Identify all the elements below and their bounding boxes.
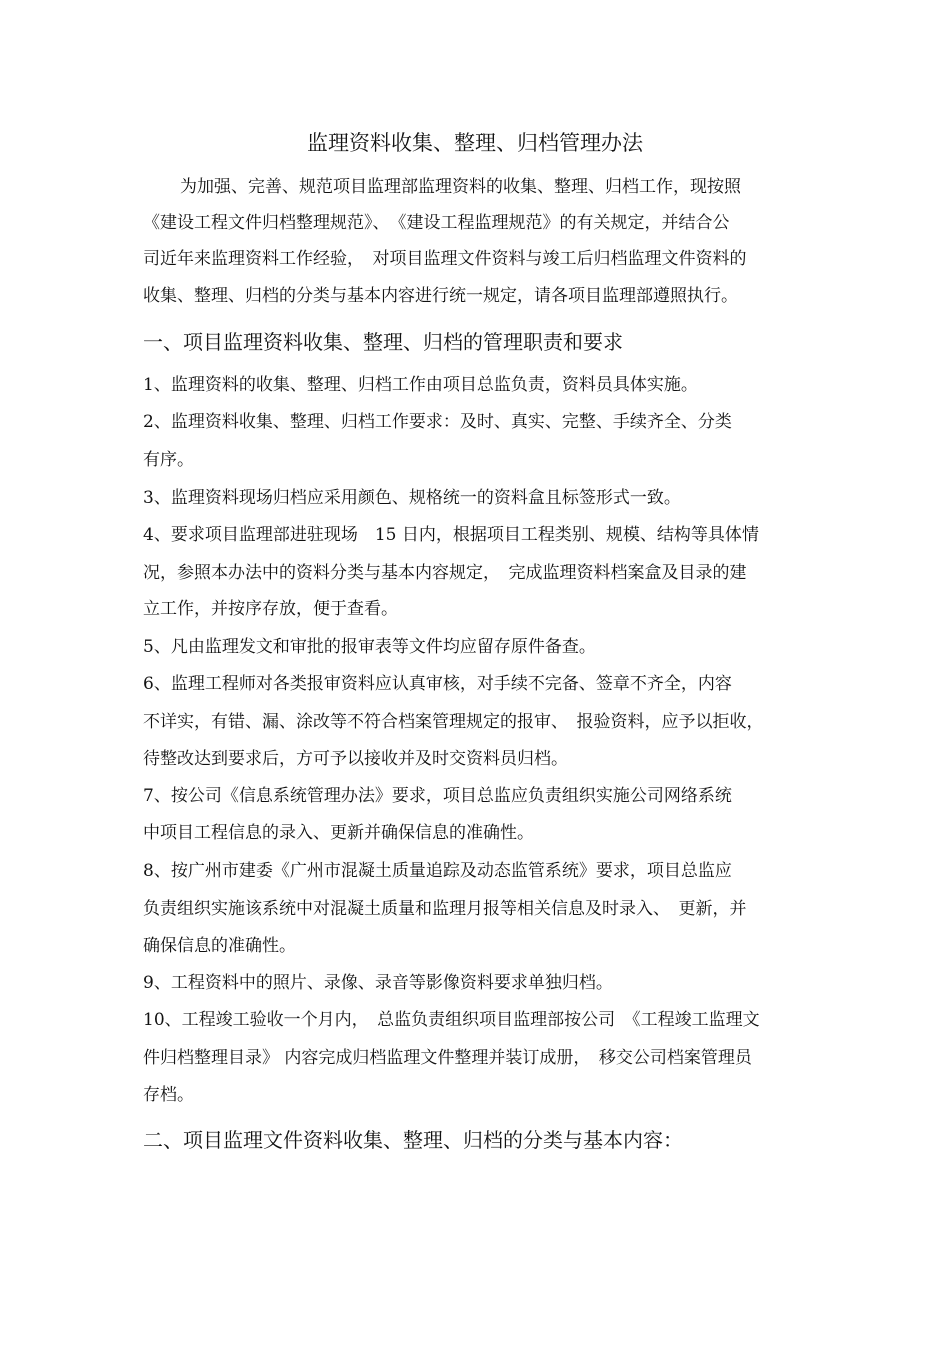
item-line: 不详实，有错、漏、涂改等不符合档案管理规定的报审、 报验资料，应予以拒收，: [143, 712, 764, 732]
item-line: 10、工程竣工验收一个月内， 总监负责组织项目监理部按公司 《工程竣工监理文: [143, 1010, 760, 1030]
section-heading-2: 二、项目监理文件资料收集、整理、归档的分类与基本内容：: [143, 1128, 683, 1152]
item-line: 7、按公司《信息系统管理办法》要求，项目总监应负责组织实施公司网络系统: [143, 786, 732, 806]
item-line: 6、监理工程师对各类报审资料应认真审核，对手续不完备、签章不齐全，内容: [143, 674, 732, 694]
intro-line-1: 为加强、完善、规范项目监理部监理资料的收集、整理、归档工作，现按照: [180, 177, 741, 197]
document-title: 监理资料收集、整理、归档管理办法: [307, 131, 643, 155]
item-line: 立工作，并按序存放，便于查看。: [143, 599, 398, 619]
item-line: 存档。: [143, 1085, 194, 1105]
section-heading-1: 一、项目监理资料收集、整理、归档的管理职责和要求: [143, 330, 623, 354]
intro-line-2: 《建设工程文件归档整理规范》、 《建设工程监理规范》的有关规定，并结合公: [143, 213, 730, 233]
item-line: 1、监理资料的收集、整理、归档工作由项目总监负责，资料员具体实施。: [143, 375, 698, 395]
item-line: 8、按广州市建委《广州市混凝土质量追踪及动态监管系统》要求，项目总监应: [143, 861, 732, 881]
item-line: 9、工程资料中的照片、录像、录音等影像资料要求单独归档。: [143, 973, 613, 993]
intro-line-4: 收集、整理、归档的分类与基本内容进行统一规定，请各项目监理部遵照执行。: [143, 286, 738, 306]
item-line: 2、监理资料收集、整理、归档工作要求：及时、真实、完整、手续齐全、分类: [143, 412, 732, 432]
item-line: 待整改达到要求后，方可予以接收并及时交资料员归档。: [143, 749, 568, 769]
item-line: 件归档整理目录》 内容完成归档监理文件整理并装订成册， 移交公司档案管理员: [143, 1048, 752, 1068]
item-line: 有序。: [143, 450, 194, 470]
item-line: 确保信息的准确性。: [143, 936, 296, 956]
item-line: 4、要求项目监理部进驻现场 15 日内，根据项目工程类别、规模、结构等具体情: [143, 525, 759, 545]
item-line: 中项目工程信息的录入、更新并确保信息的准确性。: [143, 823, 534, 843]
item-line: 3、监理资料现场归档应采用颜色、规格统一的资料盒且标签形式一致。: [143, 488, 681, 508]
item-line: 况，参照本办法中的资料分类与基本内容规定， 完成监理资料档案盒及目录的建: [143, 563, 747, 583]
intro-line-3: 司近年来监理资料工作经验， 对项目监理文件资料与竣工后归档监理文件资料的: [143, 249, 747, 269]
item-line: 负责组织实施该系统中对混凝土质量和监理月报等相关信息及时录入、 更新，并: [143, 899, 747, 919]
item-line: 5、凡由监理发文和审批的报审表等文件均应留存原件备查。: [143, 637, 596, 657]
